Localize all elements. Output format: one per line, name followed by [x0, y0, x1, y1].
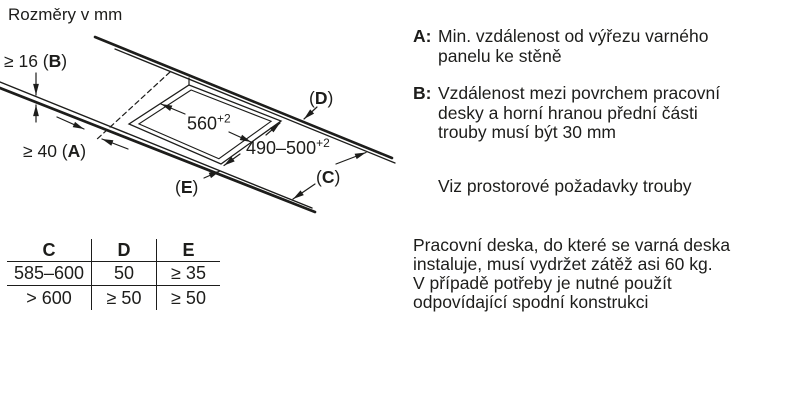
note-b [413, 84, 720, 143]
table-cell: 585–600 [7, 262, 91, 286]
wall-edge-line [95, 37, 392, 158]
note-line: Pracovní deska, do které se varná deska [413, 235, 731, 255]
note-line: panelu ke stěně [438, 45, 562, 66]
note-line: Vzdálenost mezi povrchem pracovní [438, 83, 721, 103]
cutout-extension-dashed-line [96, 72, 170, 140]
dim-490-arrow-up [266, 123, 280, 135]
label-c-arrow-down [293, 184, 315, 199]
label-c-arrow-up [336, 153, 366, 165]
table-cell: > 600 [26, 287, 72, 308]
label-d-arrow [304, 107, 317, 119]
note-a [413, 27, 708, 66]
note-b-label: B: [413, 83, 432, 103]
note-a-text [438, 27, 708, 66]
table-cell: ≥ 50 [156, 286, 220, 310]
table-cell: 50 [91, 262, 156, 286]
dim-cutout-width-label: $560^{+2}$ [187, 111, 231, 134]
dim-560-arrow-left [161, 104, 185, 114]
dim-cutout-depth-label: $490-500^{+2}$ [246, 136, 330, 158]
table-cell: ≥ 50 [91, 286, 156, 310]
worktop-load-note [413, 236, 730, 312]
dimensions-table [7, 239, 220, 310]
table-cell: ≥ 35 [156, 262, 220, 286]
label-e: (E) [175, 177, 199, 197]
note-line: Min. vzdálenost od výřezu varného [438, 26, 709, 46]
page-title: Rozměry v mm [8, 5, 123, 24]
note-line: V případě potřeby je nutné použít [413, 273, 672, 293]
see-also-note: Viz prostorové požadavky trouby [438, 176, 692, 196]
dim-a-arrow-right [102, 139, 128, 149]
dim-a-clearance-label: ≥ 40 (A) [23, 141, 87, 161]
note-line: desky a horní hranou přední části [438, 102, 698, 123]
label-d: (D) [309, 88, 334, 108]
note-line: odpovídající spodní konstrukci [413, 292, 649, 312]
table-header-cell: D [91, 239, 156, 262]
worktop-installation-diagram [0, 0, 410, 232]
note-a-label: A: [413, 26, 432, 46]
label-c: (C) [316, 167, 341, 187]
dim-b-thickness-label: ≥ 16 (B) [4, 51, 68, 71]
note-b-text [438, 84, 720, 143]
note-line: trouby musí být 30 mm [438, 122, 616, 142]
note-line: instaluje, musí vydržet zátěž asi 60 kg. [413, 254, 713, 274]
table-header-cell: C [7, 239, 91, 262]
table-header-cell: E [156, 239, 220, 262]
